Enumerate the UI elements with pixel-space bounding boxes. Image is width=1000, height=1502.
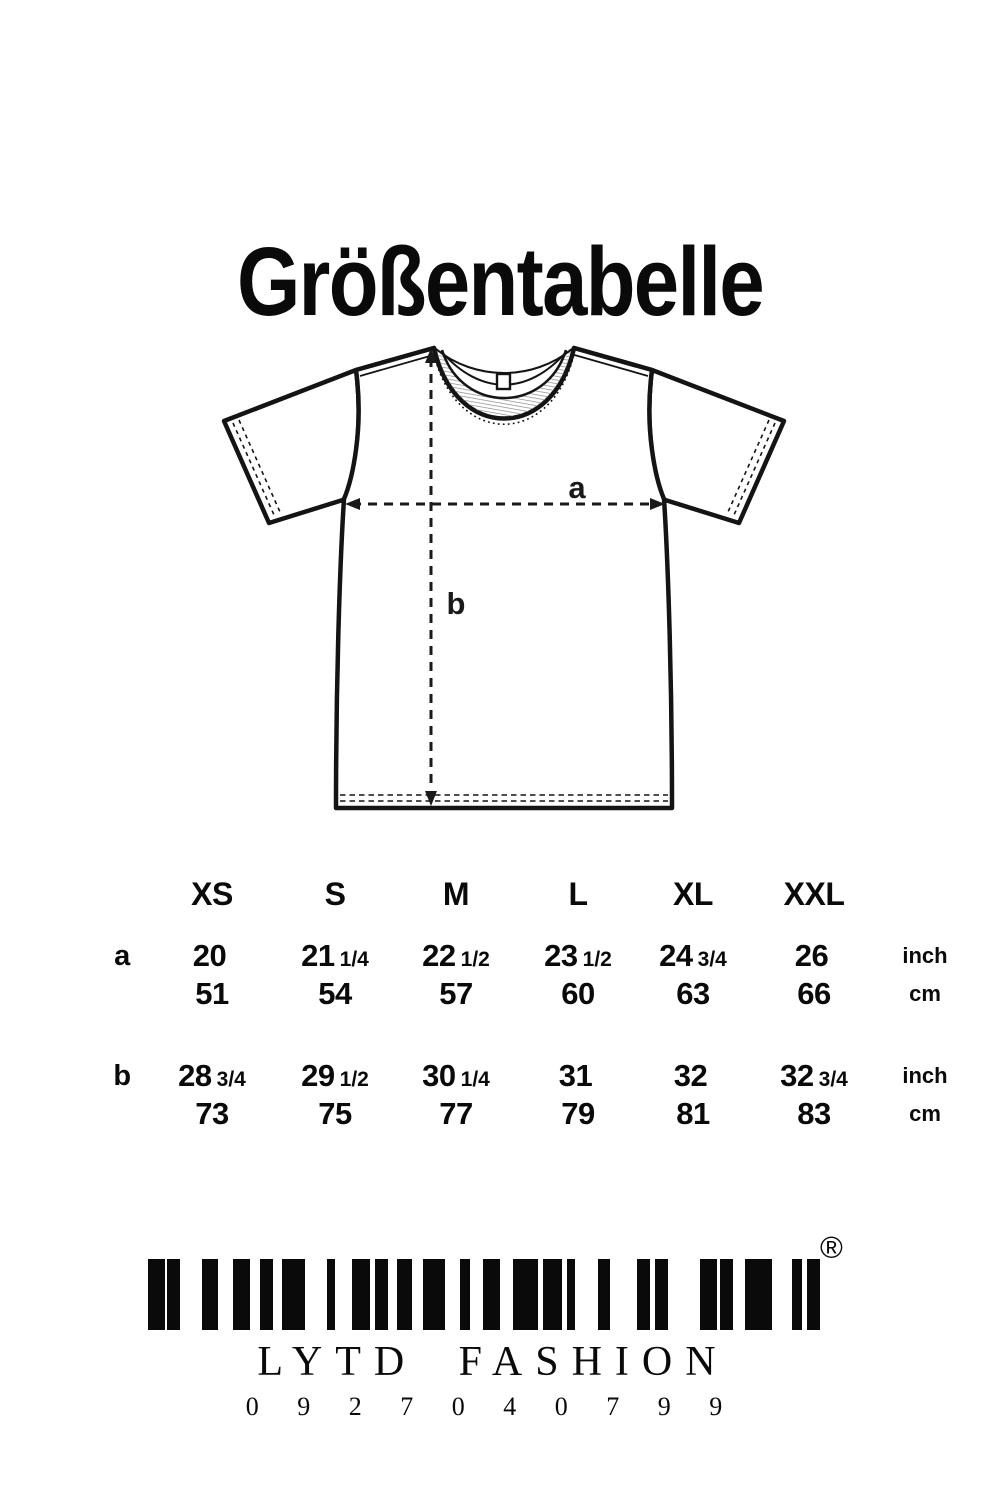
size-header-m: M [442,876,470,912]
unit-label-inch: inch [902,1063,948,1088]
size-header-xxl: XXL [783,876,845,912]
row-label-a: a [114,940,130,972]
value-a-l-inch: 23 1/2 [544,938,612,973]
barcode-bar [233,1259,250,1330]
unit-label-cm: cm [909,981,941,1006]
value-b-l-cm: 79 [561,1096,595,1131]
brand-number: 0 9 2 7 0 4 0 7 9 9 [245,1392,739,1421]
value-a-xxl-cm: 66 [797,976,831,1011]
unit-label-cm: cm [909,1101,941,1126]
barcode-bar [655,1259,668,1330]
size-header-row [0,876,1000,912]
barcode-bar [598,1259,610,1330]
collar-tag [497,374,510,389]
value-b-xs-inch: 28 3/4 [178,1058,246,1093]
barcode-bar [567,1259,575,1330]
value-b-s-cm: 75 [318,1096,352,1131]
measure-label-a: a [568,470,586,505]
barcode-bar [720,1259,733,1330]
value-a-m-inch: 22 1/2 [422,938,490,973]
value-a-s-cm: 54 [318,976,352,1011]
value-a-xs-inch: 20 [192,938,227,973]
value-b-xxl-cm: 83 [797,1096,831,1131]
value-b-s-inch: 29 1/2 [301,1058,369,1093]
barcode-bar [148,1259,165,1330]
barcode-bar [700,1259,717,1330]
size-header-s: S [324,876,346,912]
page-title: Größentabelle [236,226,763,336]
row-label-b: b [113,1060,131,1092]
value-a-l-cm: 60 [561,976,595,1011]
barcode-bar [460,1259,470,1330]
value-b-xl-cm: 81 [676,1096,710,1131]
value-b-m-cm: 77 [439,1096,473,1131]
measure-label-b: b [446,586,466,621]
unit-label-inch: inch [902,943,948,968]
value-a-xl-inch: 24 3/4 [659,938,727,973]
value-a-s-inch: 21 1/4 [301,938,369,973]
brand-name: LYTD FASHION [257,1339,729,1385]
barcode-bar [375,1259,388,1330]
value-b-xxl-inch: 32 3/4 [780,1058,848,1093]
registered-trademark-symbol: ® [820,1230,843,1265]
barcode-bar [327,1259,335,1330]
size-header-xs: XS [191,876,233,912]
barcode-bar [352,1259,370,1330]
barcode-bar [282,1259,305,1330]
barcode [148,1259,820,1330]
barcode-bar [423,1259,445,1330]
value-b-xl-inch: 32 [673,1058,708,1093]
barcode-bar [397,1259,412,1330]
row-b-cm [0,1096,1000,1132]
value-a-xxl-inch: 26 [794,938,829,973]
row-a-inch [0,938,1000,974]
barcode-bar [483,1259,500,1330]
tshirt-diagram [0,320,1000,830]
row-a-cm [0,976,1000,1012]
barcode-bar [792,1259,802,1330]
barcode-bar [745,1259,772,1330]
barcode-bar [637,1259,650,1330]
barcode-bar [513,1259,538,1330]
value-b-m-inch: 30 1/4 [422,1058,490,1093]
value-a-xl-cm: 63 [676,976,710,1011]
barcode-bar [260,1259,273,1330]
barcode-bar [543,1259,562,1330]
value-a-m-cm: 57 [439,976,473,1011]
value-b-l-inch: 31 [558,1058,593,1093]
value-b-xs-cm: 73 [195,1096,229,1131]
size-header-xl: XL [673,876,713,912]
size-header-l: L [568,876,588,912]
barcode-bar [807,1259,820,1330]
value-a-xs-cm: 51 [195,976,229,1011]
row-b-inch [0,1058,1000,1094]
barcode-bar [202,1259,218,1330]
barcode-bar [167,1259,180,1330]
